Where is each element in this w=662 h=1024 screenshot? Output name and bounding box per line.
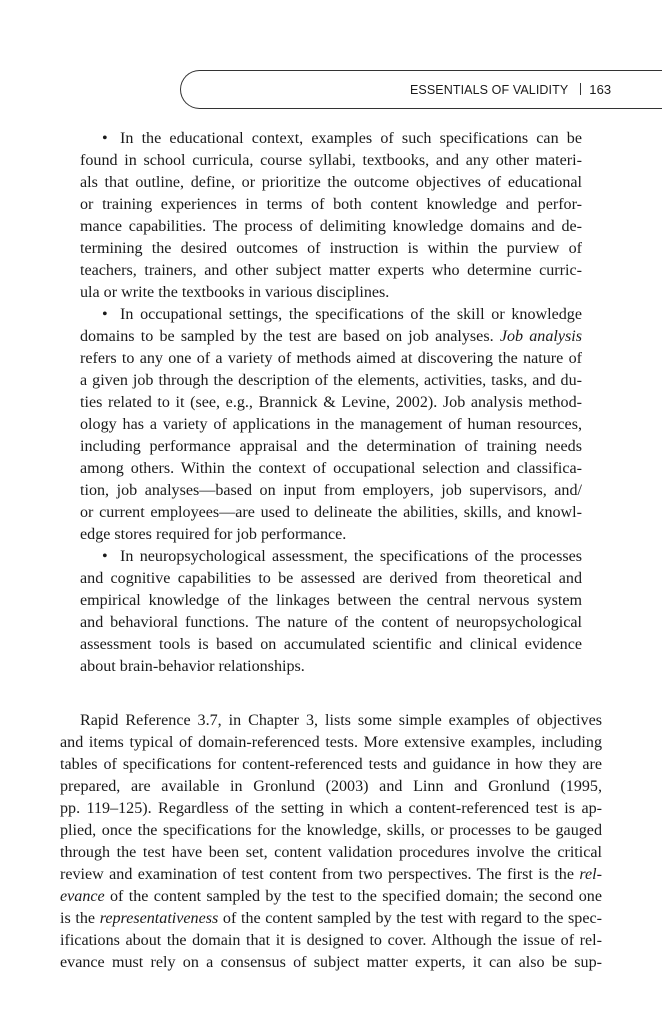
text-line: tables of specifications for content-referenced tests and guidance in how they are [60, 756, 602, 773]
bullet-icon: • [102, 130, 108, 147]
bullet-icon: • [102, 306, 108, 323]
bullet-item-occupational: • In occupational settings, the specifications of the skill or knowledge [80, 304, 582, 326]
text-line: and cognitive capabilities to be assessed are derived from theoretical and [80, 570, 582, 587]
text-line: including performance appraisal and the determination of training needs [80, 438, 582, 455]
text-line: empirical knowledge of the linkages between the central nervous system [80, 592, 582, 609]
text-line: review and examination of test content from two perspectives. The first is the rel- [60, 866, 602, 883]
text-line: evance must rely on a consensus of subject matter experts, it can also be sup- [60, 954, 602, 971]
text-line: among others. Within the context of occupational selection and classifica- [80, 460, 582, 477]
text-line: through the test have been set, content validation procedures involve the critical [60, 844, 602, 861]
text-line: pp. 119–125). Regardless of the setting in which a content-referenced test is ap- [60, 800, 602, 817]
running-head-title: ESSENTIALS OF VALIDITY [410, 83, 569, 97]
text-line: and behavioral functions. The nature of the content of neuropsychological [80, 614, 582, 631]
text-line: found in school curricula, course syllabi, textbooks, and any other materi- [80, 152, 582, 169]
text-line: ula or write the textbooks in various disciplines. [80, 284, 390, 301]
paragraph-first-line: Rapid Reference 3.7, in Chapter 3, lists some simple examples of objectives [80, 712, 602, 729]
text-line: ology has a variety of applications in the management of human resources, [80, 416, 582, 433]
text-line: refers to any one of a variety of methods aimed at discovering the nature of [80, 350, 582, 367]
text-line: or training experiences in terms of both content knowledge and perfor- [80, 196, 582, 213]
text-line: a given job through the description of the elements, activities, tasks, and du- [80, 372, 582, 389]
text-line: prepared, are available in Gronlund (2003) and Linn and Gronlund (1995, [60, 778, 602, 795]
bullet-item-neuropsychological: • In neuropsychological assessment, the specifications of the processes [80, 546, 582, 568]
text-line: ifications about the domain that it is designed to cover. Although the issue of rel- [60, 932, 602, 949]
italic-term: Job analysis [499, 328, 582, 345]
text-line: termining the desired outcomes of instruction is within the purview of [80, 240, 582, 257]
text-line: evance of the content sampled by the test to the specified domain; the second one [60, 888, 602, 905]
bullet-item-educational: • In the educational context, examples of such specifications can be [80, 128, 582, 150]
running-head [410, 82, 611, 97]
text-line: or current employees—are used to delineate the abilities, skills, and knowl- [80, 504, 582, 521]
text-line: tion, job analyses—based on input from employers, job supervisors, and/ [80, 482, 582, 499]
text-line: edge stores required for job performance. [80, 526, 347, 543]
text-line: assessment tools is based on accumulated scientific and clinical evidence [80, 636, 582, 653]
bullet-icon: • [102, 548, 108, 565]
text-line: als that outline, define, or prioritize the outcome objectives of educational [80, 174, 582, 191]
italic-term: rel- [579, 866, 602, 883]
page-number: 163 [589, 82, 612, 97]
text-line: and items typical of domain-referenced tests. More extensive examples, including [60, 734, 602, 751]
text-line: plied, once the specifications for the knowledge, skills, or processes to be gauged [60, 822, 602, 839]
header-separator [580, 83, 581, 95]
text-line: is the representativeness of the content sampled by the test with regard to the spec- [60, 910, 602, 927]
italic-term: representativeness [99, 910, 219, 927]
text-line: teachers, trainers, and other subject matter experts who determine curric- [80, 262, 582, 279]
italic-term: evance [60, 888, 105, 905]
text-line: mance capabilities. The process of delimiting knowledge domains and de- [80, 218, 582, 235]
text-line: domains to be sampled by the test are based on job analyses. Job analysis [80, 328, 582, 345]
text-line: ties related to it (see, e.g., Brannick & Levine, 2002). Job analysis method- [80, 394, 582, 411]
text-line: about brain-behavior relationships. [80, 658, 305, 675]
